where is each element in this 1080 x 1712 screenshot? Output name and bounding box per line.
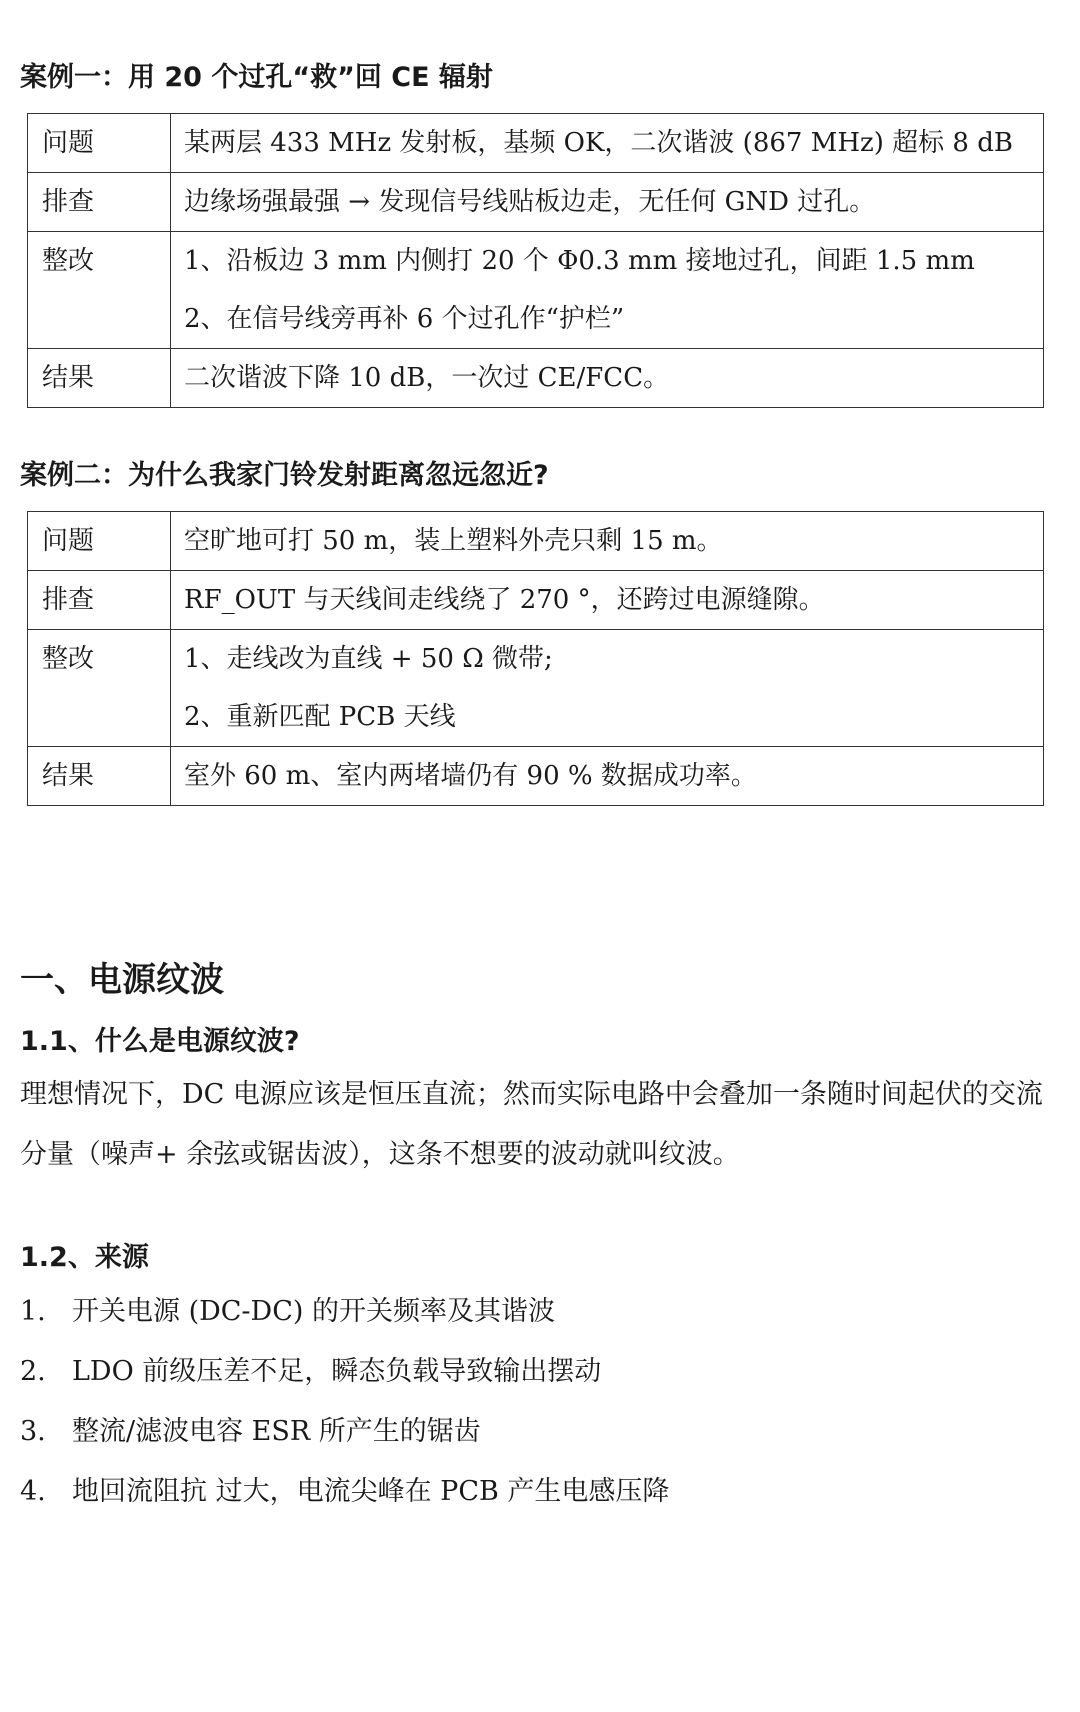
row-label: 整改: [28, 232, 171, 349]
row-label: 整改: [28, 630, 171, 747]
row-label: 问题: [28, 114, 171, 173]
row-content: 二次谐波下降 10 dB，一次过 CE/FCC。: [171, 349, 1044, 408]
subsection-heading-1-2: 1.2、来源: [20, 1242, 149, 1273]
case2-table: [27, 511, 1044, 806]
table-row: [28, 349, 1044, 408]
ripple-definition-paragraph: 理想情况下，DC 电源应该是恒压直流；然而实际电路中会叠加一条随时间起伏的交流分量（噪声+ 余弦或锯齿波），这条不想要的波动就叫纹波。: [20, 1079, 1043, 1170]
row-label: 问题: [28, 512, 171, 571]
section-heading: 一、电源纹波: [20, 960, 224, 1000]
case2-title: 案例二：为什么我家门铃发射距离忽远忽近?: [20, 460, 549, 491]
row-content: 1、沿板边 3 mm 内侧打 20 个 Φ0.3 mm 接地过孔，间距 1.5 mm 2、在信号线旁再补 6 个过孔作“护栏”: [171, 232, 1044, 349]
case1-table: [27, 113, 1044, 408]
row-label: 结果: [28, 747, 171, 806]
table-row: [28, 114, 1044, 173]
list-item: 1. 开关电源 (DC-DC) 的开关频率及其谐波: [20, 1296, 555, 1327]
table-row: [28, 173, 1044, 232]
sources-list: [20, 1282, 1060, 1522]
row-content: 1、走线改为直线 + 50 Ω 微带; 2、重新匹配 PCB 天线: [171, 630, 1044, 747]
row-label: 排查: [28, 571, 171, 630]
list-item: 2. LDO 前级压差不足，瞬态负载导致输出摆动: [20, 1356, 602, 1387]
row-content: 边缘场强最强 → 发现信号线贴板边走，无任何 GND 过孔。: [171, 173, 1044, 232]
row-content: 空旷地可打 50 m，装上塑料外壳只剩 15 m。: [171, 512, 1044, 571]
table-row: [28, 512, 1044, 571]
subsection-heading-1-1: 1.1、什么是电源纹波?: [20, 1026, 300, 1057]
table-row: [28, 630, 1044, 747]
table-row: [28, 747, 1044, 806]
row-content: 室外 60 m、室内两堵墙仍有 90 % 数据成功率。: [171, 747, 1044, 806]
case1-title: 案例一：用 20 个过孔“救”回 CE 辐射: [20, 62, 493, 93]
table-row: [28, 571, 1044, 630]
row-label: 排查: [28, 173, 171, 232]
row-content: RF_OUT 与天线间走线绕了 270 °，还跨过电源缝隙。: [171, 571, 1044, 630]
table-row: [28, 232, 1044, 349]
row-label: 结果: [28, 349, 171, 408]
list-item: 4. 地回流阻抗 过大，电流尖峰在 PCB 产生电感压降: [20, 1476, 670, 1507]
list-item: 3. 整流/滤波电容 ESR 所产生的锯齿: [20, 1416, 481, 1447]
row-content: 某两层 433 MHz 发射板，基频 OK，二次谐波 (867 MHz) 超标 8 dB: [171, 114, 1044, 173]
